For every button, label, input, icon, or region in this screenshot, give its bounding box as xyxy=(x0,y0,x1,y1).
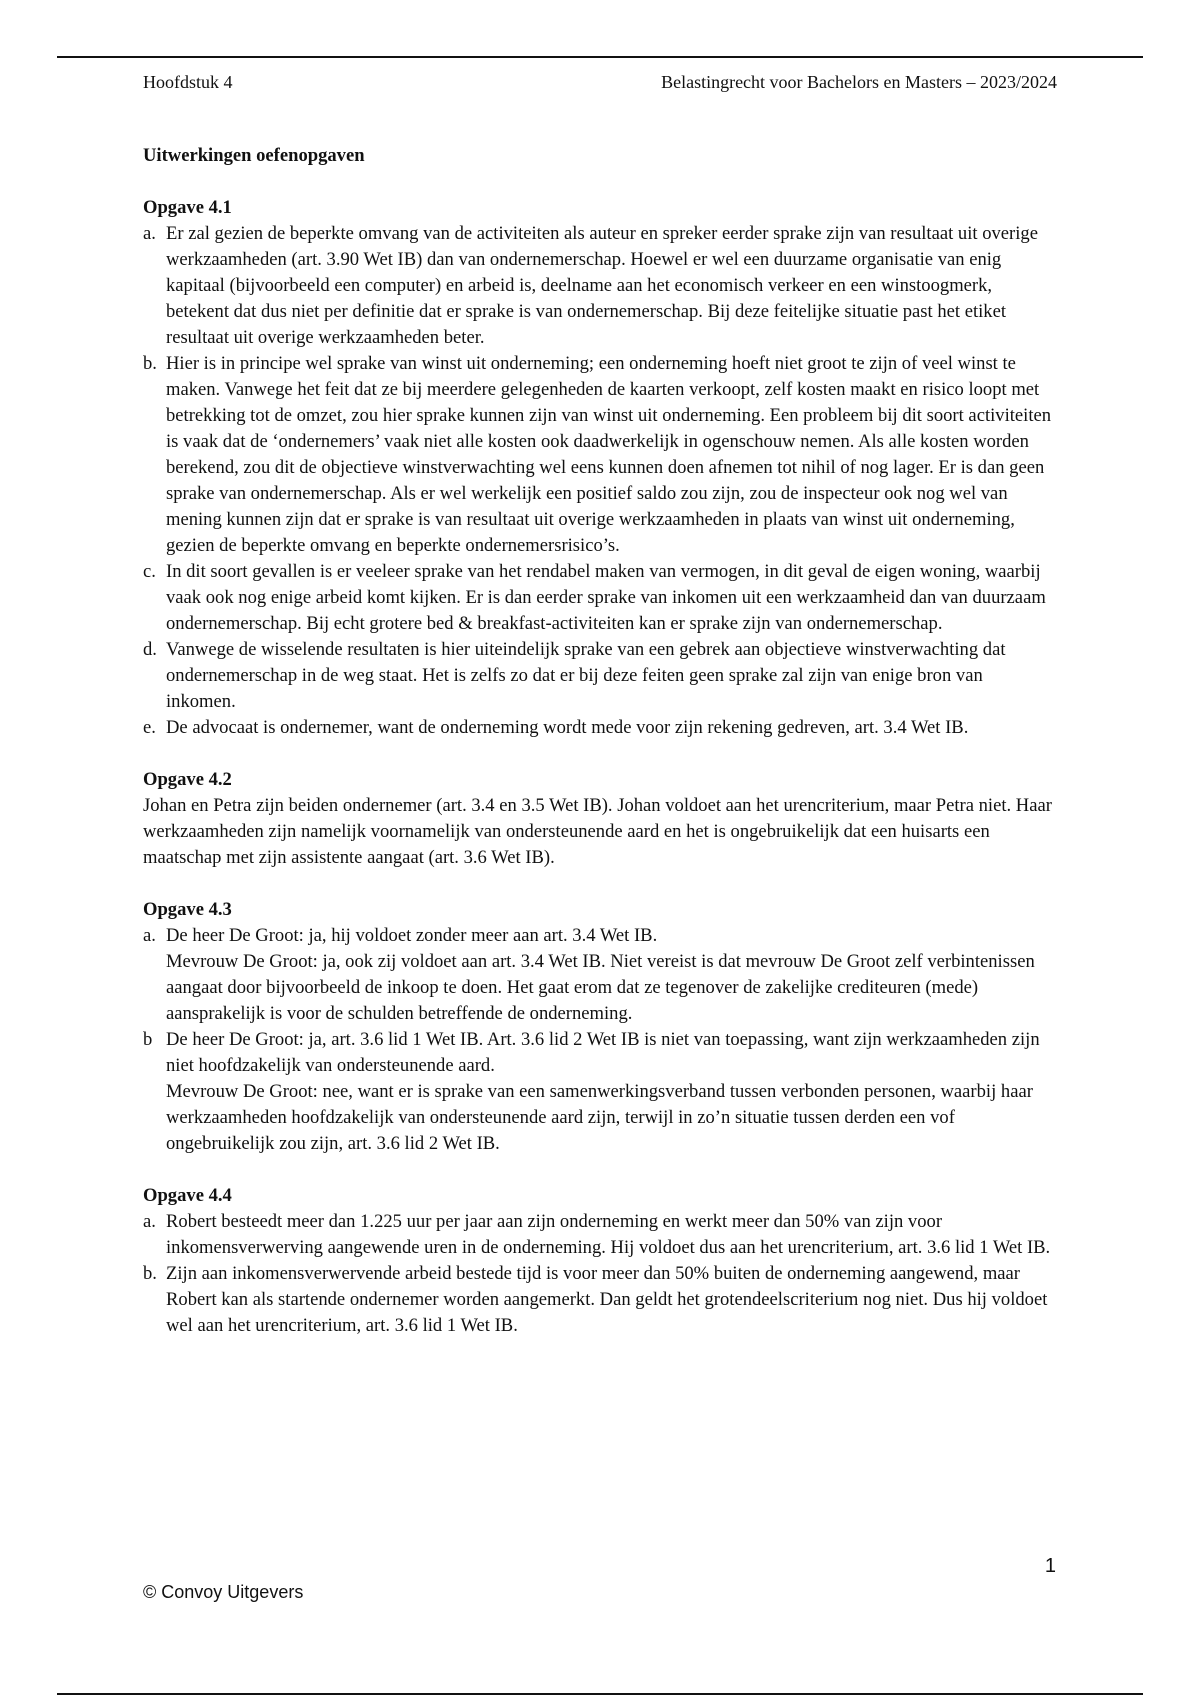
exercise-title: Opgave 4.1 xyxy=(143,197,232,218)
item-text: De heer De Groot: ja, art. 3.6 lid 1 Wet IB. Art. 3.6 lid 2 Wet IB is niet van toepassing, want zijn werkzaamheden zijn niet hoofdzakelijk van ondersteunende aard. xyxy=(166,1029,1040,1076)
exercise-4-1 xyxy=(143,195,1057,741)
list-item xyxy=(143,1209,1057,1261)
exercise-text: Johan en Petra zijn beiden ondernemer (art. 3.4 en 3.5 Wet IB). Johan voldoet aan het urencriterium, maar Petra niet. Haar werkzaamheden zijn namelijk voornamelijk van ondersteunende aard en het is ongebruikelijk dat een huisarts een maatschap met zijn assistente aangaat (art. 3.6 Wet IB). xyxy=(143,795,1052,868)
item-marker: b. xyxy=(143,1263,157,1284)
item-text: In dit soort gevallen is er veeleer sprake van het rendabel maken van vermogen, in dit geval de eigen woning, waarbij vaak ook nog enige arbeid komt kijken. Er is dan eerder sprake van inkomen uit een werkzaamheid dan van duurzaam ondernemerschap. Bij echt grotere bed & breakfast-activiteiten kan er sprake zijn van ondernemerschap. xyxy=(166,561,1046,634)
chapter-label: Hoofdstuk 4 xyxy=(143,72,233,92)
bottom-rule xyxy=(57,1693,1143,1695)
exercise-4-4 xyxy=(143,1183,1057,1339)
exercise-4-2 xyxy=(143,767,1057,871)
list-item xyxy=(143,637,1057,715)
item-marker: a. xyxy=(143,925,156,946)
exercise-4-3 xyxy=(143,897,1057,1157)
item-text: De advocaat is ondernemer, want de onderneming wordt mede voor zijn rekening gedreven, art. 3.4 Wet IB. xyxy=(166,717,969,738)
item-marker: c. xyxy=(143,561,156,582)
item-marker: b. xyxy=(143,353,157,374)
copyright-footer: © Convoy Uitgevers xyxy=(143,1582,304,1602)
list-item xyxy=(143,559,1057,637)
list-item xyxy=(143,351,1057,559)
item-text: Vanwege de wisselende resultaten is hier uiteindelijk sprake van een gebrek aan objectieve winstverwachting dat ondernemerschap in de weg staat. Het is zelfs zo dat er bij deze feiten geen sprake zal zijn van enige bron van inkomen. xyxy=(166,639,1006,712)
exercise-title: Opgave 4.2 xyxy=(143,769,232,790)
list-item xyxy=(143,715,1057,741)
item-text: Mevrouw De Groot: ja, ook zij voldoet aan art. 3.4 Wet IB. Niet vereist is dat mevrouw De Groot zelf verbintenissen aangaat door bijvoorbeeld de inkoop te doen. Het gaat erom dat ze tegenover de zakelijke crediteuren (mede) aansprakelijk is voor de schulden betreffende de onderneming. xyxy=(166,951,1035,1024)
list-item xyxy=(143,221,1057,351)
list-item xyxy=(143,923,1057,1027)
page-content xyxy=(143,143,1057,1365)
item-text: Robert besteedt meer dan 1.225 uur per jaar aan zijn onderneming en werkt meer dan 50% van zijn voor inkomensverwerving aangewende uren in de onderneming. Hij voldoet dus aan het urencriterium, art. 3.6 lid 1 Wet IB. xyxy=(166,1211,1051,1258)
item-text: Zijn aan inkomensverwervende arbeid bestede tijd is voor meer dan 50% buiten de onderneming aangewend, maar Robert kan als startende ondernemer worden aangemerkt. Dan geldt het grotendeelscriterium nog niet. Dus hij voldoet wel aan het urencriterium, art. 3.6 lid 1 Wet IB. xyxy=(166,1263,1048,1336)
item-marker: a. xyxy=(143,223,156,244)
page-number: 1 xyxy=(1044,1555,1056,1577)
list-item xyxy=(143,1027,1057,1157)
list-item xyxy=(143,1261,1057,1339)
item-marker: b xyxy=(143,1029,153,1050)
item-text: Er zal gezien de beperkte omvang van de activiteiten als auteur en spreker eerder sprake zijn van resultaat uit overige werkzaamheden (art. 3.90 Wet IB) dan van ondernemerschap. Hoewel er wel een duurzame organisatie van enig kapitaal (bijvoorbeeld een computer) en arbeid is, deelname aan het economisch verkeer en een winstoogmerk, betekent dat dus niet per definitie dat er sprake is van ondernemerschap. Bij deze feitelijke situatie past het etiket resultaat uit overige werkzaamheden beter. xyxy=(166,223,1038,348)
exercise-title: Opgave 4.4 xyxy=(143,1185,232,1206)
item-text: De heer De Groot: ja, hij voldoet zonder meer aan art. 3.4 Wet IB. xyxy=(166,925,658,946)
top-rule xyxy=(57,56,1143,58)
item-marker: a. xyxy=(143,1211,156,1232)
item-text: Mevrouw De Groot: nee, want er is sprake van een samenwerkingsverband tussen verbonden personen, waarbij haar werkzaamheden hoofdzakelijk van ondersteunende aard zijn, terwijl in zo’n situatie tussen derden een vof ongebruikelijk zou zijn, art. 3.6 lid 2 Wet IB. xyxy=(166,1081,1033,1154)
page-title: Uitwerkingen oefenopgaven xyxy=(143,145,365,166)
item-marker: d. xyxy=(143,639,157,660)
page-header xyxy=(143,70,1057,94)
book-title: Belastingrecht voor Bachelors en Masters – 2023/2024 xyxy=(661,72,1057,92)
item-text: Hier is in principe wel sprake van winst uit onderneming; een onderneming hoeft niet groot te zijn of veel winst te maken. Vanwege het feit dat ze bij meerdere gelegenheden de kaarten verkoopt, zelf kosten maakt en risico loopt met betrekking tot de omzet, zou hier sprake kunnen zijn van winst uit onderneming. Een probleem bij dit soort activiteiten is vaak dat de ‘ondernemers’ vaak niet alle kosten ook daadwerkelijk in ogenschouw nemen. Als alle kosten worden berekend, zou dit de objectieve winstverwachting wel eens kunnen doen afnemen tot nihil of nog lager. Er is dan geen sprake van ondernemerschap. Als er wel werkelijk een positief saldo zou zijn, zou de inspecteur ook nog wel van mening kunnen zijn dat er sprake is van resultaat uit overige werkzaamheden in plaats van winst uit onderneming, gezien de beperkte omvang en beperkte ondernemersrisico’s. xyxy=(166,353,1052,556)
item-marker: e. xyxy=(143,717,156,738)
exercise-title: Opgave 4.3 xyxy=(143,899,232,920)
